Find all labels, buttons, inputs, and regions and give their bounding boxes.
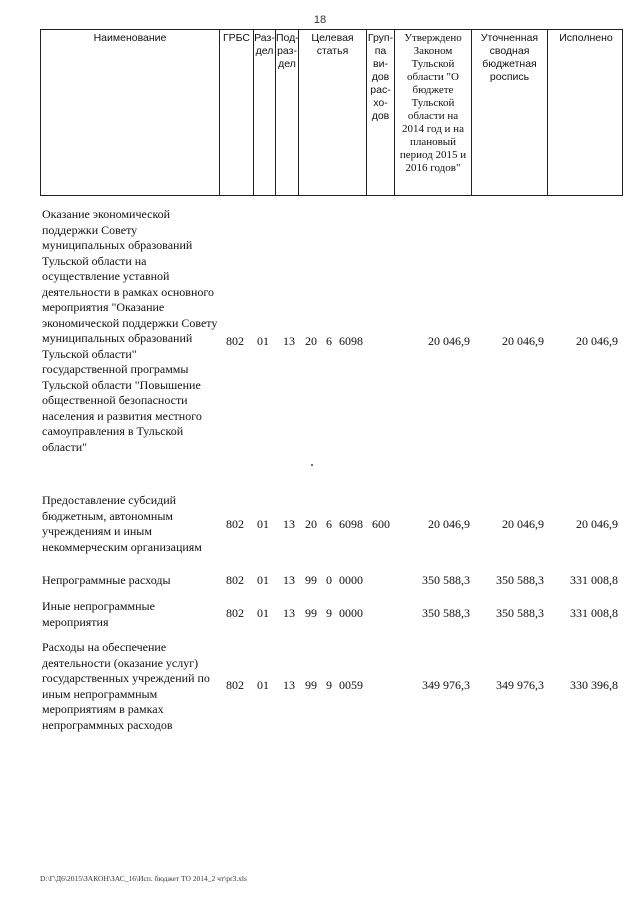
row-name: Оказание экономической поддержки Совету муниципальных образований Тульской области на осуществление уставной деятельности в рамках основного мероприятия "Оказание экономической поддержки Совету муниципальных образований Тульской области" государственной программы Тульской области "Повышение общественной безопасности населения и развития местного самоуправления в Тульской области"	[42, 207, 218, 454]
row-executed: 331 008,8	[570, 573, 618, 587]
row-name: Расходы на обеспечение деятельности (оказание услуг) государственных учреждений по иным непрограммным мероприятиям в рамках непрограммных расходов	[42, 640, 210, 732]
row-target-sub: 9	[326, 678, 332, 692]
header-executed: Исполнено	[559, 32, 613, 44]
row-grbs: 802	[226, 517, 244, 531]
row-section: 01	[257, 606, 269, 620]
header-refined: Уточненная сводная бюджетная роспись	[472, 30, 548, 195]
row-subsection: 13	[283, 517, 295, 531]
header-section: Раз- дел	[254, 30, 276, 195]
row-refined: 349 976,3	[496, 678, 544, 692]
header-group: Груп- па ви- дов рас- хо- дов	[367, 30, 395, 195]
table-row	[0, 573, 640, 591]
table-row	[0, 599, 640, 633]
header-name: Наименование	[41, 30, 220, 195]
header-target: Целевая статья	[299, 30, 367, 195]
row-section: 01	[257, 517, 269, 531]
row-target-sub: 9	[326, 606, 332, 620]
row-target-program: 99	[305, 678, 317, 692]
row-grbs: 802	[226, 334, 244, 348]
row-name: Предоставление субсидий бюджетным, автономным учреждениям и иным некоммерческим организациям	[42, 493, 202, 554]
row-refined: 350 588,3	[496, 606, 544, 620]
row-grbs: 802	[226, 606, 244, 620]
row-target-program: 99	[305, 606, 317, 620]
table-row	[0, 493, 640, 558]
table-header	[40, 29, 623, 196]
row-approved: 350 588,3	[422, 573, 470, 587]
row-section: 01	[257, 678, 269, 692]
header-subsection: Под- раз- дел	[276, 30, 299, 195]
row-executed: 331 008,8	[570, 606, 618, 620]
page-number: 18	[313, 14, 327, 26]
row-name: Непрограммные расходы	[42, 573, 171, 587]
row-name: Иные непрограммные мероприятия	[42, 599, 155, 629]
row-subsection: 13	[283, 334, 295, 348]
row-target-code: 0000	[339, 606, 363, 620]
row-executed: 20 046,9	[576, 334, 618, 348]
row-target-sub: 0	[326, 573, 332, 587]
row-subsection: 13	[283, 606, 295, 620]
row-target-program: 20	[305, 334, 317, 348]
row-refined: 350 588,3	[496, 573, 544, 587]
row-target-sub: 6	[326, 517, 332, 531]
header-grbs: ГРБС	[220, 30, 254, 195]
row-grbs: 802	[226, 573, 244, 587]
row-approved: 349 976,3	[422, 678, 470, 692]
row-target-code: 0059	[339, 678, 363, 692]
row-subsection: 13	[283, 678, 295, 692]
row-target-code: 6098	[339, 517, 363, 531]
row-target-program: 20	[305, 517, 317, 531]
row-section: 01	[257, 573, 269, 587]
scan-speck	[311, 464, 313, 466]
row-approved: 20 046,9	[428, 517, 470, 531]
row-group: 600	[372, 517, 390, 531]
row-target-sub: 6	[326, 334, 332, 348]
table-row	[0, 207, 640, 477]
row-approved: 350 588,3	[422, 606, 470, 620]
row-grbs: 802	[226, 678, 244, 692]
row-refined: 20 046,9	[502, 334, 544, 348]
row-section: 01	[257, 334, 269, 348]
row-refined: 20 046,9	[502, 517, 544, 531]
file-path-footer: D:\Г\Д6\2015\ЗАКОН\ЗАС_16\Исп. бюджет ТО 2014_2 чт\pr3.xls	[40, 874, 247, 883]
row-executed: 20 046,9	[576, 517, 618, 531]
header-approved: Утверждено Законом Тульской области "О бюджете Тульской области на 2014 год и на плановый период 2015 и 2016 годов"	[395, 30, 472, 195]
row-approved: 20 046,9	[428, 334, 470, 348]
row-target-code: 0000	[339, 573, 363, 587]
row-target-program: 99	[305, 573, 317, 587]
table-row	[0, 640, 640, 735]
row-executed: 330 396,8	[570, 678, 618, 692]
row-subsection: 13	[283, 573, 295, 587]
row-target-code: 6098	[339, 334, 363, 348]
